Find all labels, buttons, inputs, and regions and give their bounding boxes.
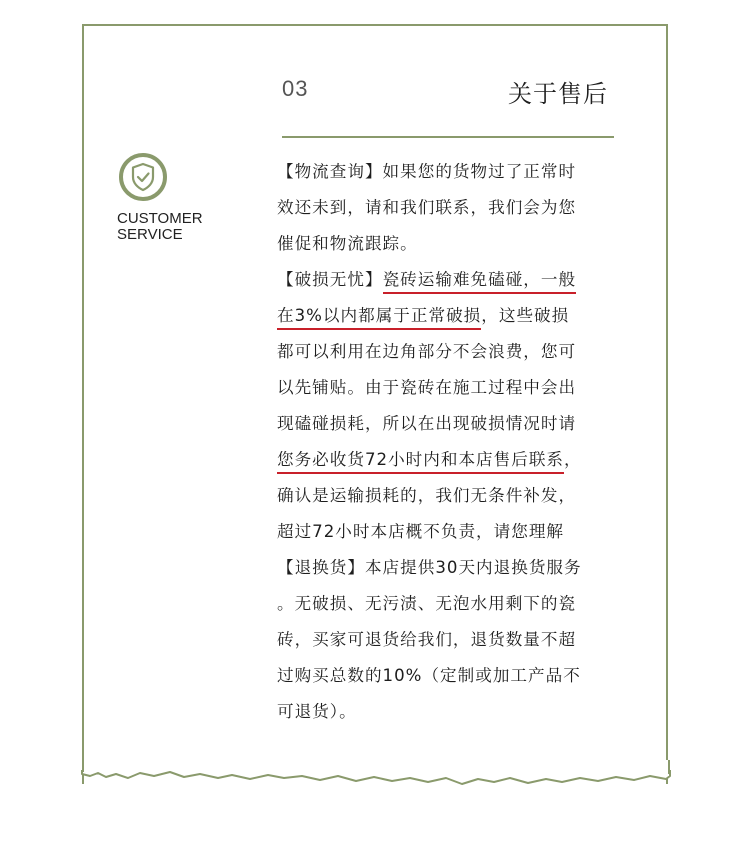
shield-check-icon bbox=[118, 152, 168, 202]
text-segment: 都可以利用在边角部分不会浪费，您可 bbox=[277, 342, 577, 361]
underlined-text: 您务必收货72小时内和本店售后联系 bbox=[277, 450, 564, 474]
text-line bbox=[277, 586, 617, 622]
text-segment: 催促和物流跟踪。 bbox=[277, 234, 418, 253]
text-line bbox=[277, 442, 617, 478]
after-sales-text bbox=[277, 154, 617, 730]
text-line bbox=[277, 370, 617, 406]
text-segment: 以先铺贴。由于瓷砖在施工过程中会出 bbox=[277, 378, 577, 397]
text-line bbox=[277, 478, 617, 514]
text-line bbox=[277, 406, 617, 442]
underlined-text: 瓷砖运输难免磕碰，一般 bbox=[383, 270, 577, 294]
underlined-text: 在3%以内都属于正常破损 bbox=[277, 306, 481, 330]
text-line bbox=[277, 514, 617, 550]
text-line bbox=[277, 622, 617, 658]
text-line bbox=[277, 226, 617, 262]
text-segment: 【退换货】本店提供30天内退换货服务 bbox=[277, 558, 582, 577]
customer-label: CUSTOMER bbox=[117, 210, 203, 227]
text-segment: 超过72小时本店概不负责，请您理解 bbox=[277, 522, 565, 541]
text-line bbox=[277, 334, 617, 370]
text-segment: 可退货）。 bbox=[277, 702, 357, 721]
torn-paper-edge bbox=[80, 760, 672, 810]
text-line bbox=[277, 298, 617, 334]
text-line bbox=[277, 550, 617, 586]
customer-service-label bbox=[117, 211, 203, 243]
title-divider bbox=[282, 136, 614, 138]
text-segment: 。无破损、无污渍、无泡水用剩下的瓷 bbox=[277, 594, 577, 613]
text-line bbox=[277, 190, 617, 226]
text-segment: 【破损无忧】 bbox=[277, 270, 383, 289]
text-segment: 现磕碰损耗，所以在出现破损情况时请 bbox=[277, 414, 577, 433]
text-segment: 砖，买家可退货给我们，退货数量不超 bbox=[277, 630, 577, 649]
text-line bbox=[277, 694, 617, 730]
text-segment: 【物流查询】如果您的货物过了正常时 bbox=[277, 162, 577, 181]
service-label: SERVICE bbox=[117, 226, 183, 243]
text-segment: 过购买总数的10%（定制或加工产品不 bbox=[277, 666, 581, 685]
text-line bbox=[277, 262, 617, 298]
text-line bbox=[277, 154, 617, 190]
text-line bbox=[277, 658, 617, 694]
text-segment: 确认是运输损耗的，我们无条件补发， bbox=[277, 486, 577, 505]
section-number: 03 bbox=[282, 76, 309, 101]
text-segment: ， bbox=[564, 450, 582, 469]
section-title: 关于售后 bbox=[508, 80, 608, 108]
text-segment: 效还未到，请和我们联系，我们会为您 bbox=[277, 198, 577, 217]
text-segment: ，这些破损 bbox=[481, 306, 570, 325]
